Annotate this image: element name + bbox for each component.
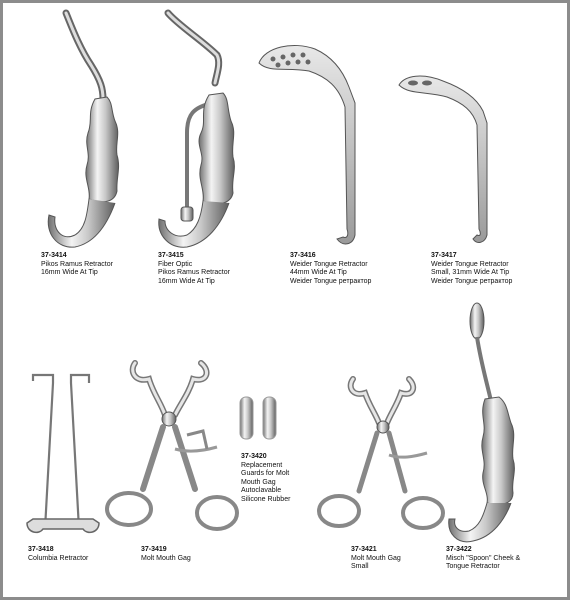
catalog-page — [3, 3, 567, 597]
instrument-illustrations — [3, 3, 567, 597]
caption-37-3421: 37-3421 Molt Mouth Gag Small — [351, 546, 401, 571]
columbia-retractor-icon — [27, 375, 99, 532]
molt-mouth-gag-icon — [107, 363, 237, 529]
caption-37-3422: 37-3422 Misch "Spoon" Cheek & Tongue Retractor — [446, 546, 521, 571]
caption-37-3419: 37-3419 Molt Mouth Gag — [141, 546, 191, 562]
caption-37-3416: 37-3416 Weider Tongue Retractor 44mm Wide At Tip Weider Tongue ретрактор — [290, 252, 372, 285]
fiber-optic-pikos-retractor-icon — [159, 13, 235, 247]
weider-tongue-retractor-small-icon — [399, 76, 487, 242]
weider-tongue-retractor-icon — [259, 45, 355, 243]
caption-37-3418: 37-3418 Columbia Retractor — [28, 546, 89, 562]
replacement-guards-icon — [240, 397, 276, 439]
molt-mouth-gag-small-icon — [319, 379, 443, 528]
caption-37-3417: 37-3417 Weider Tongue Retractor Small, 31mm Wide At Tip Weider Tongue ретрактор — [431, 252, 513, 285]
caption-37-3414: 37-3414 Pikos Ramus Retractor 16mm Wide At Tip — [41, 252, 113, 277]
pikos-ramus-retractor-icon — [48, 13, 118, 247]
misch-spoon-retractor-icon — [449, 303, 515, 542]
caption-37-3415: 37-3415 Fiber Optic Pikos Ramus Retractor 16mm Wide At Tip — [158, 252, 230, 285]
caption-37-3420: 37-3420 Replacement Guards for Molt Mouth Gag Autoclavable Silicone Rubber — [241, 453, 291, 503]
